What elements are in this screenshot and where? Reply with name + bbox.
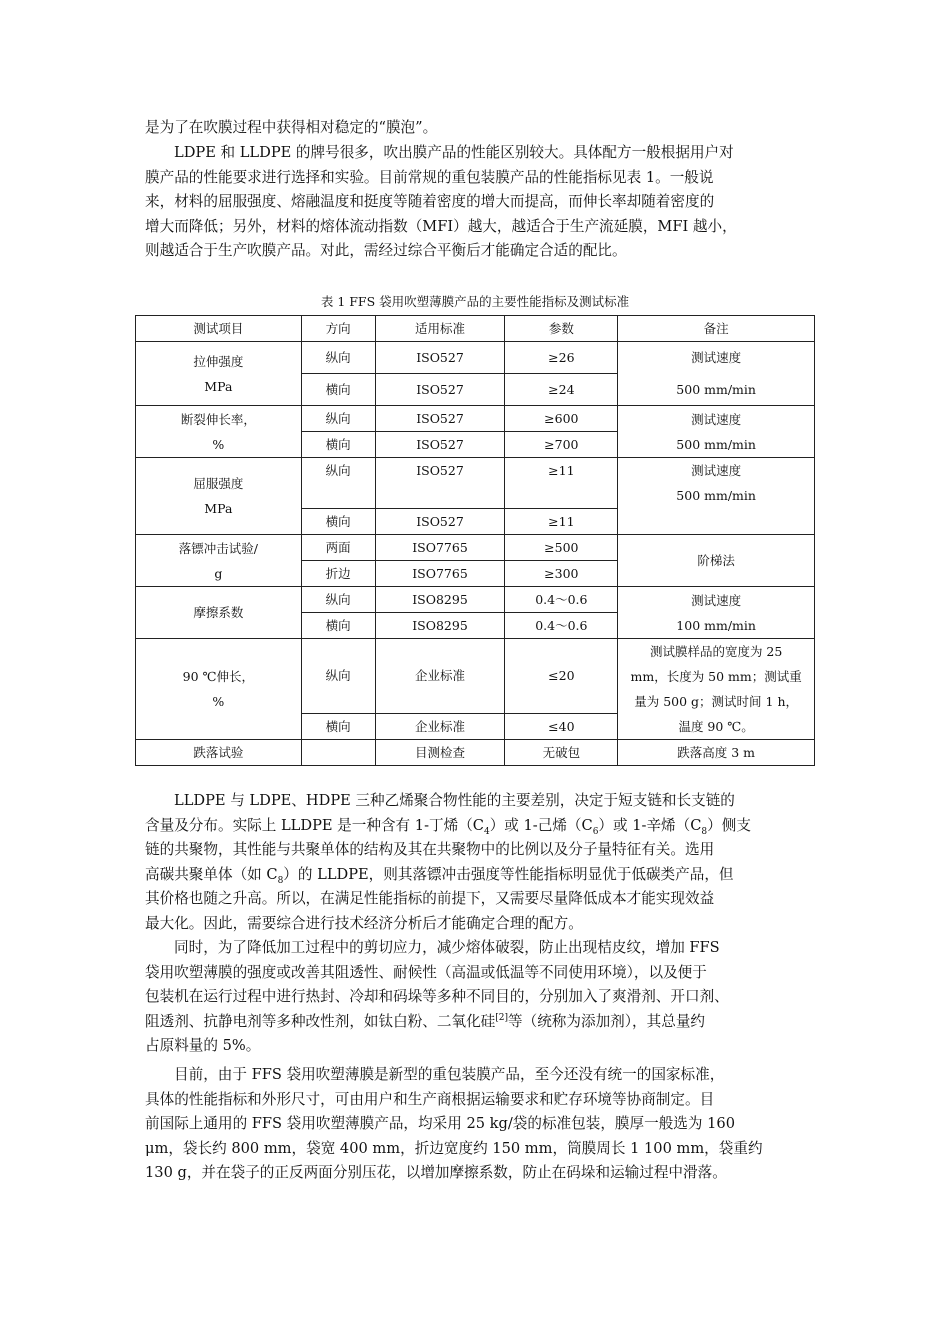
cell-parameter: ≥300 bbox=[505, 561, 618, 587]
cell-standard: 企业标准 bbox=[375, 639, 505, 714]
cell-direction: 纵向 bbox=[301, 458, 375, 509]
table-row bbox=[136, 535, 815, 561]
cell-parameter: ≥500 bbox=[505, 535, 618, 561]
cell-standard: ISO527 bbox=[375, 509, 505, 535]
table-row bbox=[136, 587, 815, 613]
cell-note: 阶梯法 bbox=[618, 535, 815, 587]
cell-test-item: 摩擦系数 bbox=[136, 587, 302, 639]
table-row bbox=[136, 458, 815, 509]
cell-test-item: 落镖冲击试验/ g bbox=[136, 535, 302, 587]
cell-parameter: ≤20 bbox=[505, 639, 618, 714]
header-standard: 适用标准 bbox=[375, 316, 505, 342]
cell-test-item: 跌落试验 bbox=[136, 740, 302, 766]
cell-test-item: 90 ℃伸长， % bbox=[136, 639, 302, 740]
header-test-item: 测试项目 bbox=[136, 316, 302, 342]
cell-note: 测试速度 100 mm/min bbox=[618, 587, 815, 639]
header-note: 备注 bbox=[618, 316, 815, 342]
cell-direction: 纵向 bbox=[301, 639, 375, 714]
cell-test-item: 拉伸强度 MPa bbox=[136, 342, 302, 406]
text-line: 是为了在吹膜过程中获得相对稳定的“膜泡”。 bbox=[145, 119, 438, 136]
cell-direction: 纵向 bbox=[301, 406, 375, 432]
text-line: 则越适合于生产吹膜产品。对此，需经过综合平衡后才能确定合适的配比。 bbox=[145, 242, 627, 260]
text-line: 含量及分布。实际上 LLDPE 是一种含有 1-丁烯$(C_4)$或 1-己烯$(C_6)$或 1-辛烯$(C_8)$侧支 bbox=[145, 816, 751, 837]
paragraph-additives bbox=[145, 936, 805, 1059]
cell-note: 测试速度 500 mm/min bbox=[618, 342, 815, 406]
cell-direction: 纵向 bbox=[301, 342, 375, 374]
cell-parameter: ≥11 bbox=[505, 509, 618, 535]
cell-parameter: ≤40 bbox=[505, 713, 618, 739]
text-line: 袋用吹塑薄膜的强度或改善其阻透性、耐候性（高温或低温等不同使用环境），以及便于 bbox=[145, 963, 707, 981]
text-line: 目前，由于 FFS 袋用吹塑薄膜是新型的重包装膜产品，至今还没有统一的国家标准， bbox=[174, 1066, 725, 1083]
cell-standard: ISO527 bbox=[375, 342, 505, 374]
text-line: 其价格也随之升高。所以，在满足性能指标的前提下，又需要尽量降低成本才能实现效益 bbox=[145, 890, 715, 908]
text-line: 占原料量的 5%。 bbox=[145, 1037, 261, 1055]
table-row bbox=[136, 342, 815, 374]
cell-note: 测试速度 500 mm/min bbox=[618, 406, 815, 458]
text-line: 同时，为了降低加工过程中的剪切应力，减少熔体破裂，防止出现桔皮纹，增加 FFS bbox=[174, 939, 720, 956]
cell-parameter: ≥700 bbox=[505, 432, 618, 458]
text-line: 链的共聚物，其性能与共聚单体的结构及其在共聚物中的比例以及分子量特征有关。选用 bbox=[145, 841, 715, 859]
text-line: LLDPE 与 LDPE、HDPE 三种乙烯聚合物性能的主要差别，决定于短支链和长支链的 bbox=[174, 792, 735, 809]
cell-direction: 折边 bbox=[301, 561, 375, 587]
cell-direction: 两面 bbox=[301, 535, 375, 561]
text-line: 高碳共聚单体（如 $C_8$）的 LLDPE，则其落镖冲击强度等性能指标明显优于低碳类产品，但 bbox=[145, 865, 734, 886]
cell-direction: 横向 bbox=[301, 713, 375, 739]
cell-parameter: ≥24 bbox=[505, 374, 618, 406]
text-line: 前国际上通用的 FFS 袋用吹塑薄膜产品，均采用 25 kg/袋的标准包装，膜厚一般选为 160 bbox=[145, 1115, 735, 1133]
text-line: 膜产品的性能要求进行选择和实验。目前常规的重包装膜产品的性能指标见表 1。一般说 bbox=[145, 168, 714, 186]
text-line: 阻透剂、抗静电剂等多种改性剂，如钛白粉、二氧化硅[2]等（统称为添加剂），其总量约 bbox=[145, 1012, 706, 1030]
cell-parameter: 0.4～0.6 bbox=[505, 587, 618, 613]
cell-standard: 企业标准 bbox=[375, 713, 505, 739]
cell-parameter: ≥600 bbox=[505, 406, 618, 432]
table-caption: 表 1 FFS 袋用吹塑薄膜产品的主要性能指标及测试标准 bbox=[320, 294, 630, 309]
cell-test-item: 断裂伸长率， % bbox=[136, 406, 302, 458]
text-line: μm，袋长约 800 mm，袋宽 400 mm，折边宽度约 150 mm，筒膜周长 1 100 mm，袋重约 bbox=[145, 1139, 763, 1157]
table-row bbox=[136, 639, 815, 714]
cell-parameter: 无破包 bbox=[505, 740, 618, 766]
paragraph-intro-tail bbox=[145, 116, 805, 141]
table-row bbox=[136, 740, 815, 766]
cell-note: 测试膜样品的宽度为 25 mm，长度为 50 mm；测试重 量为 500 g；测试时间 1 h， 温度 90 ℃。 bbox=[618, 639, 815, 740]
cell-standard: ISO527 bbox=[375, 432, 505, 458]
cell-note: 测试速度 500 mm/min bbox=[618, 458, 815, 535]
cell-standard: 目测检查 bbox=[375, 740, 505, 766]
text-line: 来，材料的屈服强度、熔融温度和挺度等随着密度的增大而提高，而伸长率却随着密度的 bbox=[145, 193, 715, 211]
paragraph-ldpe-grades bbox=[145, 141, 805, 264]
table-header-row bbox=[136, 316, 815, 342]
cell-note: 跌落高度 3 m bbox=[618, 740, 815, 766]
text-line: LDPE 和 LLDPE 的牌号很多，吹出膜产品的性能区别较大。具体配方一般根据用户对 bbox=[174, 144, 734, 161]
cell-standard: ISO8295 bbox=[375, 587, 505, 613]
paragraph-standards bbox=[145, 1063, 805, 1186]
cell-direction: 横向 bbox=[301, 509, 375, 535]
text-line: 具体的性能指标和外形尺寸，可由用户和生产商根据运输要求和贮存环境等协商制定。目 bbox=[145, 1090, 715, 1108]
cell-direction bbox=[301, 740, 375, 766]
citation-ref: [2] bbox=[495, 1012, 509, 1023]
table-row bbox=[136, 406, 815, 432]
text-line: 最大化。因此，需要综合进行技术经济分析后才能确定合理的配方。 bbox=[145, 914, 583, 932]
header-parameter: 参数 bbox=[505, 316, 618, 342]
cell-parameter: 0.4～0.6 bbox=[505, 613, 618, 639]
header-direction: 方向 bbox=[301, 316, 375, 342]
cell-parameter: ≥11 bbox=[505, 458, 618, 509]
cell-standard: ISO527 bbox=[375, 406, 505, 432]
paragraph-lldpe-differences bbox=[145, 789, 805, 937]
cell-standard: ISO527 bbox=[375, 458, 505, 509]
cell-test-item: 屈服强度 MPa bbox=[136, 458, 302, 535]
cell-standard: ISO7765 bbox=[375, 535, 505, 561]
cell-standard: ISO527 bbox=[375, 374, 505, 406]
cell-direction: 横向 bbox=[301, 432, 375, 458]
cell-direction: 纵向 bbox=[301, 587, 375, 613]
cell-direction: 横向 bbox=[301, 374, 375, 406]
cell-standard: ISO8295 bbox=[375, 613, 505, 639]
text-line: 130 g，并在袋子的正反两面分别压花，以增加摩擦系数，防止在码垛和运输过程中滑落。 bbox=[145, 1164, 727, 1182]
text-line: 包装机在运行过程中进行热封、冷却和码垛等多种不同目的，分别加入了爽滑剂、开口剂、 bbox=[145, 988, 729, 1006]
cell-standard: ISO7765 bbox=[375, 561, 505, 587]
cell-parameter: ≥26 bbox=[505, 342, 618, 374]
spec-table bbox=[135, 315, 815, 766]
cell-direction: 横向 bbox=[301, 613, 375, 639]
text-line: 增大而降低；另外，材料的熔体流动指数（MFI）越大，越适合于生产流延膜，MFI 越小， bbox=[145, 217, 737, 235]
